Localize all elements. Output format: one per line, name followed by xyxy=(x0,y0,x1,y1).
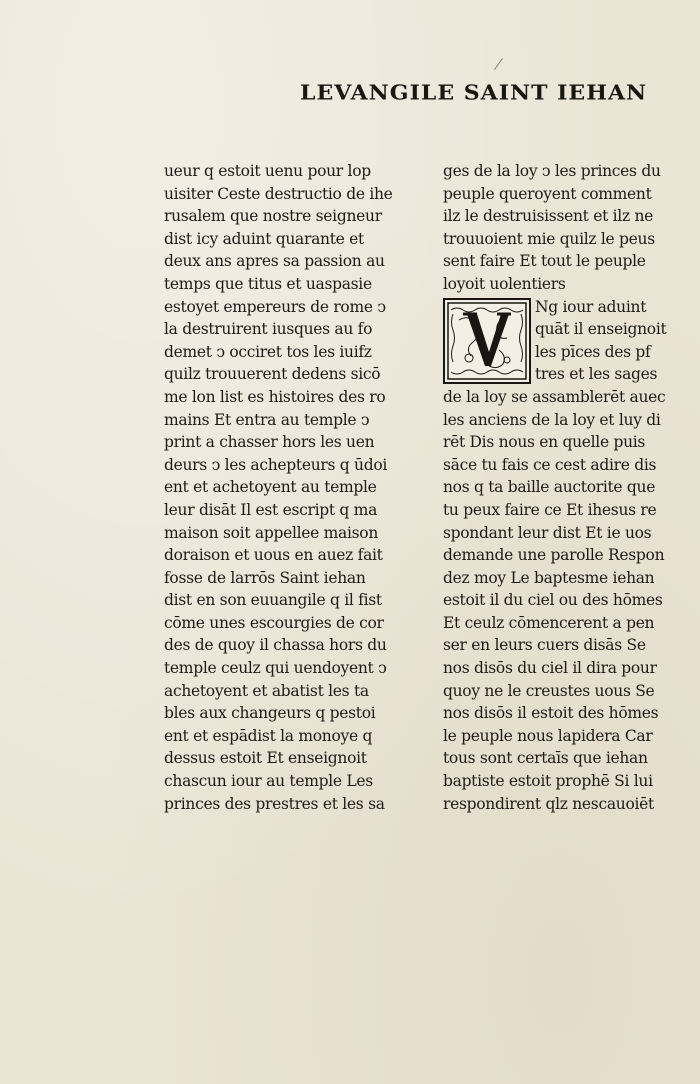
text-line: la destruirent iusques au fo xyxy=(164,320,373,339)
text-line: spondant leur dist Et ie uos xyxy=(443,523,652,542)
initial-adjacent-lines xyxy=(535,296,683,386)
text-line: le peuple nous lapidera Car xyxy=(443,726,653,745)
text-line: Ng iour aduint xyxy=(535,297,647,316)
text-line: me lon list es histoires des ro xyxy=(164,387,386,406)
text-line: tu peux faire ce Et ihesus re xyxy=(443,500,657,519)
text-line: uisiter Ceste destructio de ihe xyxy=(164,184,393,203)
margin-mark xyxy=(494,58,511,76)
text-line: tous sont certaīs que iehan xyxy=(443,749,648,768)
text-line: loyoit uolentiers xyxy=(443,274,566,293)
text-line: sent faire Et tout le peuple xyxy=(443,252,646,271)
text-line: dez moy Le baptesme iehan xyxy=(443,568,655,587)
text-line: quoy ne le creustes uous Se xyxy=(443,681,655,700)
text-line: les anciens de la loy et luy di xyxy=(443,410,661,429)
text-line: quilz trouuerent dedens sicō xyxy=(164,365,381,384)
text-line: Et ceulz cōmencerent a pen xyxy=(443,613,655,632)
text-line: sāce tu fais ce cest adire dis xyxy=(443,455,657,474)
right-text-column xyxy=(443,160,683,815)
woodcut-initial-v-icon xyxy=(443,298,531,384)
text-line: estoit il du ciel ou des hōmes xyxy=(443,591,663,610)
text-line: ser en leurs cuers disās Se xyxy=(443,636,646,655)
text-line: bles aux changeurs q pestoi xyxy=(164,704,376,723)
text-line: nos q ta baille auctorite que xyxy=(443,478,656,497)
text-line: rusalem que nostre seigneur xyxy=(164,207,382,226)
text-line: rēt Dis nous en quelle puis xyxy=(443,433,646,452)
text-line: print a chasser hors les uen xyxy=(164,433,375,452)
text-line: fosse de larrōs Saint iehan xyxy=(164,568,366,587)
text-line: deurs ↄ les achepteurs q ūdoi xyxy=(164,455,388,474)
left-text-column xyxy=(164,160,414,815)
text-line: de la loy se assamblerēt auec xyxy=(443,387,666,406)
text-line: ilz le destruisissent et ilz ne xyxy=(443,207,654,226)
text-line: temps que titus et uaspasie xyxy=(164,274,372,293)
text-line: quāt il enseignoit xyxy=(535,320,667,339)
text-line: mains Et entra au temple ↄ xyxy=(164,410,370,429)
text-line: estoyet empereurs de rome ↄ xyxy=(164,297,386,316)
text-line: chascun iour au temple Les xyxy=(164,772,373,791)
text-line: achetoyent et abatist les ta xyxy=(164,681,369,700)
text-line: princes des prestres et les sa xyxy=(164,794,385,813)
text-line: demet ↄ occiret tos les iuifz xyxy=(164,342,372,361)
text-line: tres et les sages xyxy=(535,365,658,384)
text-line: temple ceulz qui uendoyent ↄ xyxy=(164,659,387,678)
text-line: ent et espādist la monoye q xyxy=(164,726,373,745)
text-line: ent et achetoyent au temple xyxy=(164,478,377,497)
text-line: dist icy aduint quarante et xyxy=(164,229,364,248)
text-line: trouuoient mie quilz le peus xyxy=(443,229,655,248)
text-line: respondirent qlz nescauoiēt xyxy=(443,794,654,813)
text-line: leur disāt Il est escript q ma xyxy=(164,500,378,519)
text-line: ges de la loy ↄ les princes du xyxy=(443,162,661,180)
text-line: ueur q estoit uenu pour lop xyxy=(164,162,371,180)
text-line: deux ans apres sa passion au xyxy=(164,252,385,271)
text-line: dist en son euuangile q il fist xyxy=(164,591,382,610)
text-line: dessus estoit Et enseignoit xyxy=(164,749,367,768)
text-line: nos disōs du ciel il dira pour xyxy=(443,659,657,678)
text-line: demande une parolle Respon xyxy=(443,546,665,565)
text-line: maison soit appellee maison xyxy=(164,523,379,542)
text-line: baptiste estoit prophē Si lui xyxy=(443,772,653,791)
running-head: LEVANGILE SAINT IEHAN xyxy=(300,80,648,106)
text-line: peuple queroyent comment xyxy=(443,184,652,203)
text-line: les pīces des pf xyxy=(535,342,651,361)
text-line: cōme unes escourgies de cor xyxy=(164,613,384,632)
text-line: nos disōs il estoit des hōmes xyxy=(443,704,659,723)
text-line: des de quoy il chassa hors du xyxy=(164,636,387,655)
decorated-initial-block xyxy=(443,296,683,386)
text-line: doraison et uous en auez fait xyxy=(164,546,383,565)
